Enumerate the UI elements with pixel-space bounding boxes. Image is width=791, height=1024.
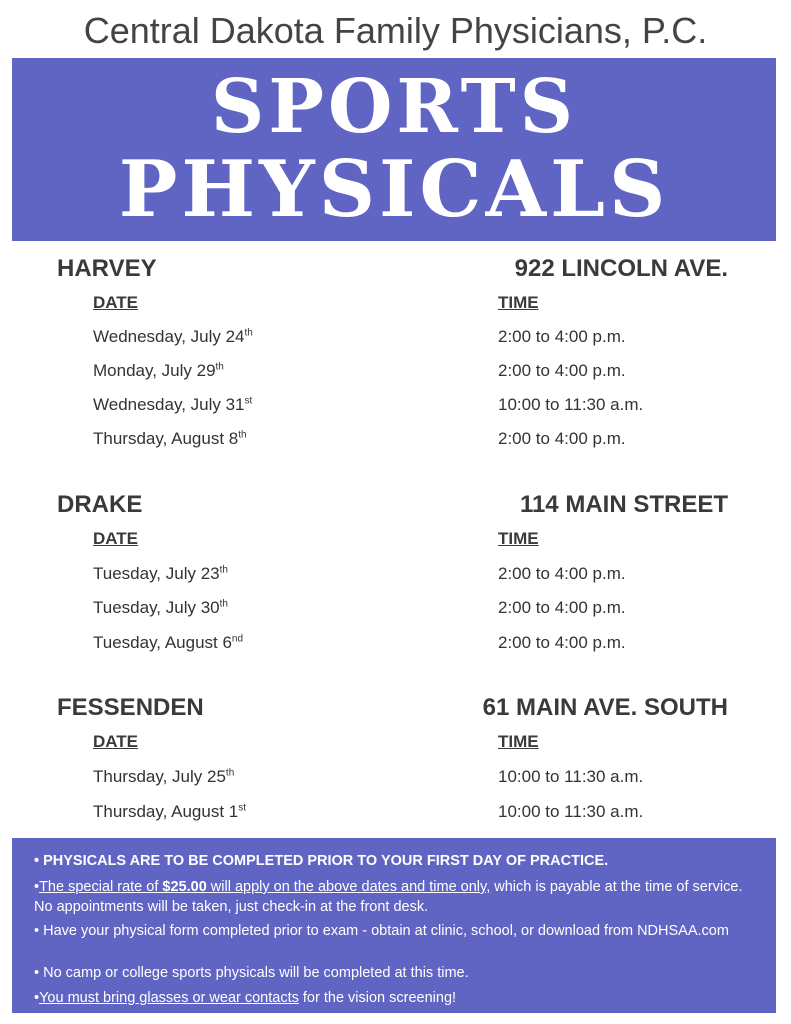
notice-item-no-camp: • No camp or college sports physicals will be completed at this time. — [34, 965, 469, 981]
session-date: Wednesday, July 24th — [93, 327, 253, 346]
town-name: HARVEY — [57, 255, 157, 282]
date-column-header: DATE — [93, 529, 139, 548]
session-time: 2:00 to 4:00 p.m. — [498, 327, 626, 346]
session-row — [0, 802, 791, 826]
session-date: Thursday, August 1st — [93, 802, 246, 821]
session-time: 2:00 to 4:00 p.m. — [498, 564, 626, 583]
session-time: 2:00 to 4:00 p.m. — [498, 361, 626, 380]
notice-box — [12, 838, 776, 1013]
session-date: Tuesday, July 30th — [93, 598, 228, 617]
organization-title: Central Dakota Family Physicians, P.C. — [83, 10, 708, 51]
session-date: Tuesday, July 23th — [93, 564, 228, 583]
session-row — [0, 327, 791, 351]
title-banner — [12, 58, 776, 241]
session-row — [0, 564, 791, 588]
town-name: DRAKE — [57, 491, 143, 518]
session-row — [0, 395, 791, 419]
session-date: Monday, July 29th — [93, 361, 224, 380]
notice-item-special-rate: •The special rate of $25.00 will apply on the above dates and time only, which is payable at the time of service. No appointments will be taken, just check-in at the front desk. — [34, 879, 743, 915]
session-row — [0, 767, 791, 791]
session-date: Thursday, July 25th — [93, 767, 235, 786]
town-address: 114 MAIN STREET — [519, 491, 728, 518]
session-date: Tuesday, August 6nd — [93, 633, 244, 652]
banner-title-line-2: PHYSICALS — [118, 144, 670, 235]
banner-title-line-1: SPORTS — [210, 64, 578, 150]
town-address: 922 LINCOLN AVE. — [514, 255, 728, 282]
time-column-header: TIME — [498, 732, 539, 751]
session-time: 2:00 to 4:00 p.m. — [498, 598, 626, 617]
session-time: 2:00 to 4:00 p.m. — [498, 429, 626, 448]
time-column-header: TIME — [498, 293, 539, 312]
session-time: 2:00 to 4:00 p.m. — [498, 633, 626, 652]
town-address: 61 MAIN AVE. SOUTH — [482, 694, 728, 721]
session-row — [0, 633, 791, 657]
date-column-header: DATE — [93, 732, 139, 751]
town-name: FESSENDEN — [57, 694, 204, 721]
session-row — [0, 361, 791, 385]
date-column-header: DATE — [93, 293, 139, 312]
session-date: Wednesday, July 31st — [93, 395, 253, 414]
time-column-header: TIME — [498, 529, 539, 548]
session-row — [0, 598, 791, 622]
notice-item-practice: • PHYSICALS ARE TO BE COMPLETED PRIOR TO YOUR FIRST DAY OF PRACTICE. — [34, 853, 609, 869]
notice-item-glasses: •You must bring glasses or wear contacts for the vision screening! — [34, 990, 457, 1006]
notice-item-physical-form: • Have your physical form completed prior to exam - obtain at clinic, school, or download from NDHSAA.com — [34, 923, 729, 939]
session-time: 10:00 to 11:30 a.m. — [498, 802, 644, 821]
session-time: 10:00 to 11:30 a.m. — [498, 395, 644, 414]
session-date: Thursday, August 8th — [93, 429, 247, 448]
session-row — [0, 429, 791, 453]
session-time: 10:00 to 11:30 a.m. — [498, 767, 644, 786]
